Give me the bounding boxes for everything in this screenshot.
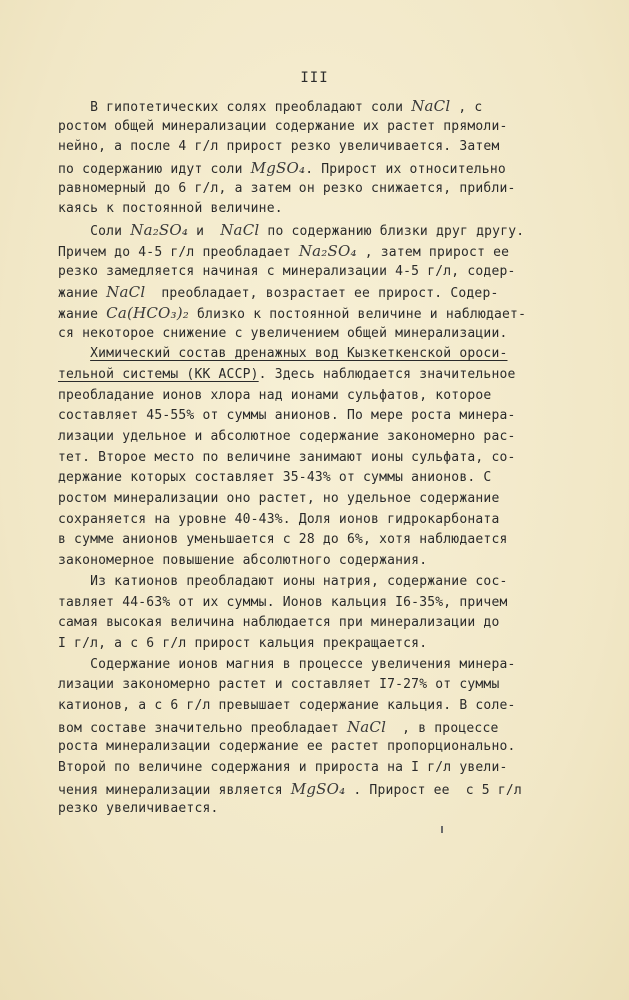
text-segment: катионов, а с 6 г/л превышает содержание кальция. В соле- xyxy=(58,697,516,713)
text-line xyxy=(58,696,578,717)
text-segment: резко замедляется начиная с минерализации 4-5 г/л, содер- xyxy=(58,263,516,279)
text-line xyxy=(58,386,578,407)
stray-mark xyxy=(441,826,443,833)
handwritten-formula: Na₂SO₄ xyxy=(130,221,189,240)
text-segment: чения минерализации является xyxy=(58,782,291,798)
text-line xyxy=(58,262,578,283)
text-line xyxy=(58,737,578,758)
text-line xyxy=(58,96,578,117)
handwritten-formula: MgSO₄ xyxy=(290,779,346,798)
text-segment xyxy=(58,346,90,361)
text-segment: преобладает, возрастает ее прирост. Содер- xyxy=(145,286,499,302)
text-segment: близко к постоянной величине и наблюдает- xyxy=(188,306,527,322)
text-segment: тавляет 44-63% от их суммы. Ионов кальция I6-35%, причем xyxy=(58,594,508,610)
text-line xyxy=(58,758,578,779)
text-segment: ростом общей минерализации содержание их растет прямоли- xyxy=(58,118,508,134)
text-segment: жание xyxy=(58,306,107,322)
text-segment: по содержанию близки друг другу. xyxy=(259,224,525,240)
text-segment: равномерный до 6 г/л, а затем он резко снижается, прибли- xyxy=(58,180,516,196)
text-line xyxy=(58,613,578,634)
text-segment: лизации закономерно растет и составляет I7-27% от суммы xyxy=(58,677,500,693)
text-line xyxy=(58,220,578,241)
text-line xyxy=(58,655,578,676)
handwritten-formula: Ca(HCO₃)₂ xyxy=(106,303,189,322)
text-line xyxy=(58,675,578,696)
handwritten-formula: NaCl xyxy=(346,717,387,736)
text-segment: . Прирост ее с 5 г/л xyxy=(345,782,522,798)
text-line xyxy=(58,448,578,469)
text-line xyxy=(58,137,578,158)
text-line xyxy=(58,530,578,551)
text-segment: закономерное повышение абсолютного содержания. xyxy=(58,553,428,569)
text-segment: Причем до 4-5 г/л преобладает xyxy=(58,244,299,260)
text-line xyxy=(58,510,578,531)
text-line xyxy=(58,282,578,303)
text-segment: Соли xyxy=(58,224,131,240)
text-segment: , в процессе xyxy=(386,720,499,736)
text-segment: составляет 45-55% от суммы анионов. По мере роста минера- xyxy=(58,408,516,424)
body-text xyxy=(58,96,578,820)
text-segment: ростом минерализации оно растет, но удельное содержание xyxy=(58,491,500,507)
handwritten-formula: NaCl xyxy=(411,97,451,115)
text-segment: Второй по величине содержания и прироста на I г/л увели- xyxy=(58,760,508,775)
handwritten-formula: NaCl xyxy=(106,283,146,302)
text-segment: В гипотетических солях преобладают соли xyxy=(58,100,412,115)
page-number: III xyxy=(300,70,329,86)
text-segment: ся некоторое снижение с увеличением общей минерализации. xyxy=(58,325,508,341)
text-segment: Из катионов преобладают ионы натрия, содержание сос- xyxy=(58,573,508,589)
handwritten-formula: NaCl xyxy=(220,221,260,240)
text-line xyxy=(58,241,578,262)
text-segment: каясь к постоянной величине. xyxy=(58,201,283,217)
text-segment: . Здесь наблюдается значительное xyxy=(258,366,516,382)
text-line xyxy=(58,572,578,593)
text-segment: Содержание ионов магния в процессе увеличения минера- xyxy=(58,656,516,672)
text-segment: жание xyxy=(58,286,107,302)
text-line xyxy=(58,799,578,820)
text-segment: держание которых составляет 35-43% от суммы анионов. С xyxy=(58,470,492,486)
text-line xyxy=(58,551,578,572)
text-segment: I г/л, а с 6 г/л прирост кальция прекращается. xyxy=(58,635,428,651)
text-segment: лизации удельное и абсолютное содержание закономерно рас- xyxy=(58,429,516,444)
text-segment: вом составе значительно преобладает xyxy=(58,720,347,736)
text-line xyxy=(58,468,578,489)
text-line xyxy=(58,179,578,200)
text-segment: , затем прирост ее xyxy=(356,244,510,260)
text-line xyxy=(58,117,578,138)
text-line xyxy=(58,489,578,510)
text-line xyxy=(58,365,578,386)
handwritten-formula: Na₂SO₄ xyxy=(298,241,357,260)
text-segment: тет. Второе место по величине занимают ионы сульфата, со- xyxy=(58,449,516,465)
underlined-heading: тельной системы (КК АССР) xyxy=(58,366,259,382)
text-line xyxy=(58,344,578,365)
text-segment: преобладание ионов хлора над ионами сульфатов, которое xyxy=(58,387,492,403)
text-segment: нейно, а после 4 г/л прирост резко увеличивается. Затем xyxy=(58,139,500,155)
text-segment: самая высокая величина наблюдается при минерализации до xyxy=(58,615,500,631)
text-line xyxy=(58,717,578,738)
text-line xyxy=(58,303,578,324)
text-segment: резко увеличивается. xyxy=(58,801,219,817)
text-line xyxy=(58,593,578,614)
text-segment: , с xyxy=(450,100,483,115)
text-segment: в сумме анионов уменьшается с 28 до 6%, хотя наблюдается xyxy=(58,532,508,548)
text-line xyxy=(58,406,578,427)
text-segment: роста минерализации содержание ее растет пропорционально. xyxy=(58,739,516,755)
text-line xyxy=(58,158,578,179)
text-line xyxy=(58,634,578,655)
text-segment: и xyxy=(188,224,221,240)
text-line xyxy=(58,324,578,345)
text-segment: сохраняется на уровне 40-43%. Доля ионов гидрокарбоната xyxy=(58,511,500,527)
handwritten-formula: MgSO₄ xyxy=(250,159,306,178)
text-line xyxy=(58,779,578,800)
text-segment: . Прирост их относительно xyxy=(305,162,506,178)
underlined-heading: Химический состав дренажных вод Кызкеткенской ороси- xyxy=(90,346,508,362)
text-segment: по содержанию идут соли xyxy=(58,162,251,178)
text-line xyxy=(58,199,578,220)
text-line xyxy=(58,427,578,448)
